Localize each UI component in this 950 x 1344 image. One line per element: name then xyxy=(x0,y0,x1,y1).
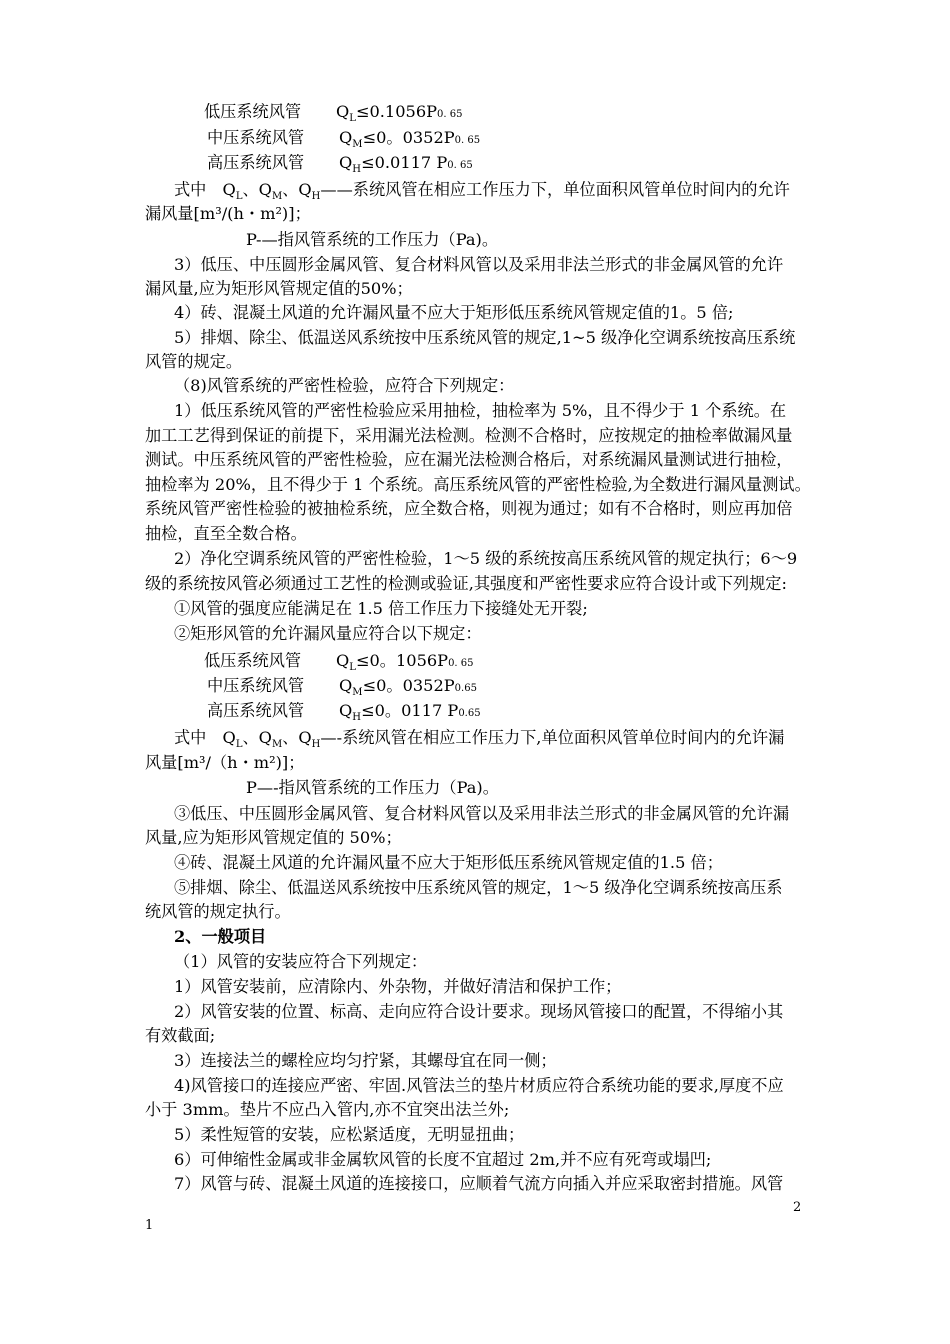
where-line-1: 式中 $Q_L$、$Q_M$、$Q_H——$系统风管在相应工作压力下，单位面积风管单位时间内的允许 xyxy=(174,180,790,202)
paragraph-line: 统风管的规定执行。 xyxy=(145,902,291,921)
paragraph-line: ①风管的强度应能满足在 1.5 倍工作压力下接缝处无开裂; xyxy=(174,599,588,618)
paragraph-line: 2）风管安装的位置、标高、走向应符合设计要求。现场风管接口的配置，不得缩小其 xyxy=(174,1002,784,1021)
paragraph-line: 小于 3mm。垫片不应凸入管内,亦不宜突出法兰外; xyxy=(145,1100,510,1119)
paragraph-line: 风管的规定。 xyxy=(145,352,243,371)
paragraph-line: ②矩形风管的允许漏风量应符合以下规定： xyxy=(174,624,482,643)
paragraph-line: （1）风管的安装应符合下列规定： xyxy=(174,952,428,971)
formula-label: 低压系统风管 xyxy=(204,102,302,121)
paragraph-line: 测试。中压系统风管的严密性检验，应在漏光法检测合格后，对系统漏风量测试进行抽检， xyxy=(145,450,793,469)
paragraph-line: 1）低压系统风管的严密性检验应采用抽检，抽检率为 5%，且不得少于 1 个系统。在 xyxy=(174,401,787,420)
paragraph-line: 4)风管接口的连接应严密、牢固.风管法兰的垫片材质应符合系统功能的要求,厚度不应 xyxy=(174,1076,784,1095)
formula-row-mid-1: 中压系统风管 $Q_M\le 0$。0352P0. 65 xyxy=(207,128,481,150)
paragraph-line: 5）柔性短管的安装，应松紧适度，无明显扭曲； xyxy=(174,1125,525,1144)
page-number-right: 2 xyxy=(793,1200,802,1215)
formula-label: 高压系统风管 xyxy=(207,153,305,172)
paragraph-line: 加工工艺得到保证的前提下，采用漏光法检测。检测不合格时，应按规定的抽检率做漏风量 xyxy=(145,426,793,445)
formula-row-high-1: 高压系统风管 $Q_H\le 0.0117$ P0. 65 xyxy=(207,153,473,175)
paragraph-line: 2）净化空调系统风管的严密性检验，1～5 级的系统按高压系统风管的规定执行；6～9 xyxy=(174,549,798,568)
paragraph-line: 风量,应为矩形风管规定值的 50%； xyxy=(145,828,402,847)
paragraph-line: 抽检，直至全数合格。 xyxy=(145,524,307,543)
where-line-1b: 漏风量[m³/(h・m²)]； xyxy=(145,204,311,223)
formula-row-low-1: 低压系统风管 $Q_L\le 0.1056P0$. 65 xyxy=(204,102,463,124)
paragraph-line: 级的系统按风管必须通过工艺性的检测或验证,其强度和严密性要求应符合设计或下列规定: xyxy=(145,574,787,593)
paragraph-line: ③低压、中压圆形金属风管、复合材料风管以及采用非法兰形式的非金属风管的允许漏 xyxy=(174,804,790,823)
paragraph-line: 5）排烟、除尘、低温送风系统按中压系统风管的规定,1~5 级净化空调系统按高压系统 xyxy=(174,328,796,347)
formula-row-mid-2: 中压系统风管 $Q_M\le 0$。0352P0.65 xyxy=(207,676,477,698)
formula-label: 中压系统风管 xyxy=(207,128,305,147)
paragraph-line: 3）连接法兰的螺栓应均匀拧紧，其螺母宜在同一侧； xyxy=(174,1051,557,1070)
paragraph-line: 1）风管安装前，应清除内、外杂物，并做好清洁和保护工作； xyxy=(174,977,622,996)
p-definition-1: P-—指风管系统的工作压力（Pa)。 xyxy=(246,230,499,249)
paragraph-line: 抽检率为 20%，且不得少于 1 个系统。高压系统风管的严密性检验,为全数进行漏风量测试。 xyxy=(145,475,811,494)
paragraph-line: （8)风管系统的严密性检验，应符合下列规定： xyxy=(174,376,515,395)
paragraph-line: 系统风管严密性检验的被抽检系统，应全数合格，则视为通过；如有不合格时，则应再加倍 xyxy=(145,499,793,518)
formula-row-low-2: 低压系统风管 $Q_L\le 0$。1056P0. 65 xyxy=(204,651,474,673)
where-line-2b: 风量[m³/（h・m²)]； xyxy=(145,753,305,772)
paragraph-line: 6）可伸缩性金属或非金属软风管的长度不宜超过 2m,并不应有死弯或塌凹; xyxy=(174,1150,712,1169)
paragraph-line: 4）砖、混凝土风道的允许漏风量不应大于矩形低压系统风管规定值的1。5 倍; xyxy=(174,303,734,322)
section-heading: 2、一般项目 xyxy=(174,927,267,946)
paragraph-line: 漏风量,应为矩形风管规定值的50%； xyxy=(145,279,413,298)
p-definition-2: P—-指风管系统的工作压力（Pa)。 xyxy=(246,778,499,797)
formula-label: 高压系统风管 xyxy=(207,701,305,720)
paragraph-line: 3）低压、中压圆形金属风管、复合材料风管以及采用非法兰形式的非金属风管的允许 xyxy=(174,255,784,274)
formula-label: 低压系统风管 xyxy=(204,651,302,670)
paragraph-line: ④砖、混凝土风道的允许漏风量不应大于矩形低压系统风管规定值的1.5 倍； xyxy=(174,853,723,872)
where-line-2: 式中 $Q_L$、$Q_M$、$Q_H—-$系统风管在相应工作压力下,单位面积风管单位时间内的允许漏 xyxy=(174,728,785,750)
paragraph-line: 7）风管与砖、混凝土风道的连接接口，应顺着气流方向插入并应采取密封措施。风管 xyxy=(174,1174,784,1193)
formula-row-high-2: 高压系统风管 $Q_H\le 0$。0117 P0.65 xyxy=(207,701,481,723)
paragraph-line: 有效截面; xyxy=(145,1026,216,1045)
page-number-left: 1 xyxy=(145,1218,154,1233)
formula-label: 中压系统风管 xyxy=(207,676,305,695)
paragraph-line: ⑤排烟、除尘、低温送风系统按中压系统风管的规定，1～5 级净化空调系统按高压系 xyxy=(174,878,783,897)
